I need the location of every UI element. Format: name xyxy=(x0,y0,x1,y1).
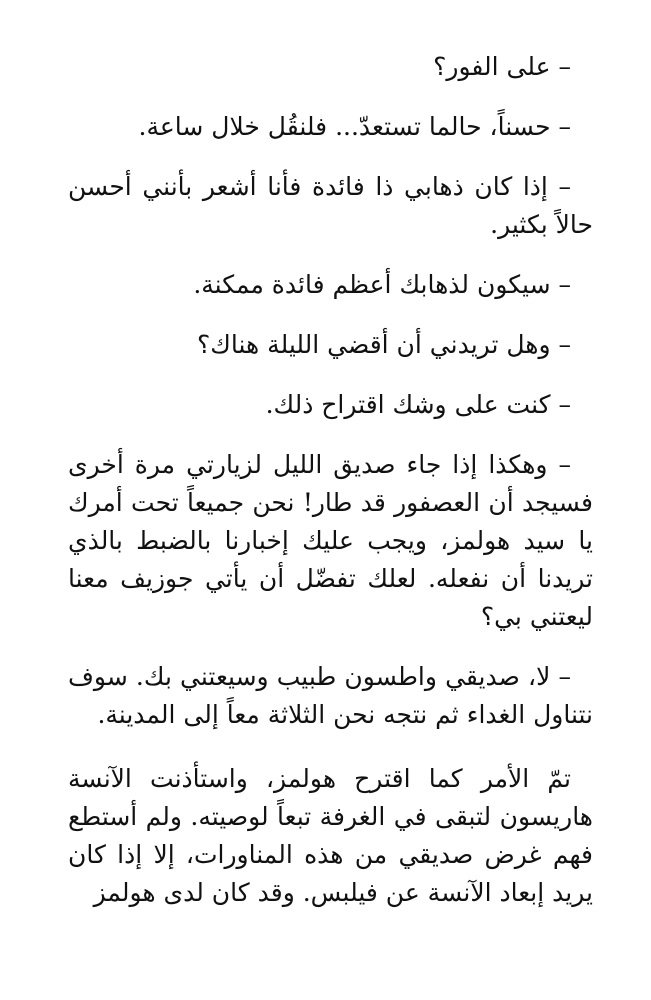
narration-paragraph: تمّ الأمر كما اقترح هولمز، واستأذنت الآنسة هاريسون لتبقى في الغرفة تبعاً لوصيته. ولم أستطع فهم غرض صديقي من هذه المناورات، إلا إذا كان يريد إبعاد الآنسة عن فيلبس. وقد كان لدى هولمز xyxy=(68,764,593,907)
dialogue-line-5: – وهل تريدني أن أقضي الليلة هناك؟ xyxy=(197,330,571,359)
dialogue-line-4: – سيكون لذهابك أعظم فائدة ممكنة. xyxy=(193,270,571,299)
book-page xyxy=(68,48,593,912)
dialogue-line-2: – حسناً، حالما تستعدّ... فلنقُل خلال ساعة. xyxy=(138,112,571,141)
dialogue-line-1: – على الفور؟ xyxy=(433,52,571,81)
dialogue-line-6: – كنت على وشك اقتراح ذلك. xyxy=(265,390,571,419)
dialogue-line-8: – لا، صديقي واطسون طبيب وسيعتني بك. سوف نتناول الغداء ثم نتجه نحن الثلاثة معاً إلى المدينة. xyxy=(68,662,593,729)
dialogue-line-7: – وهكذا إذا جاء صديق الليل لزيارتي مرة أخرى فسيجد أن العصفور قد طار! نحن جميعاً تحت أمرك يا سيد هولمز، ويجب عليك إخبارنا بالضبط بالذي تريدنا أن نفعله. لعلك تفضّل أن يأتي جوزيف معنا ليعتني بي؟ xyxy=(68,450,593,631)
dialogue-line-3: – إذا كان ذهابي ذا فائدة فأنا أشعر بأنني أحسن حالاً بكثير. xyxy=(68,172,593,239)
